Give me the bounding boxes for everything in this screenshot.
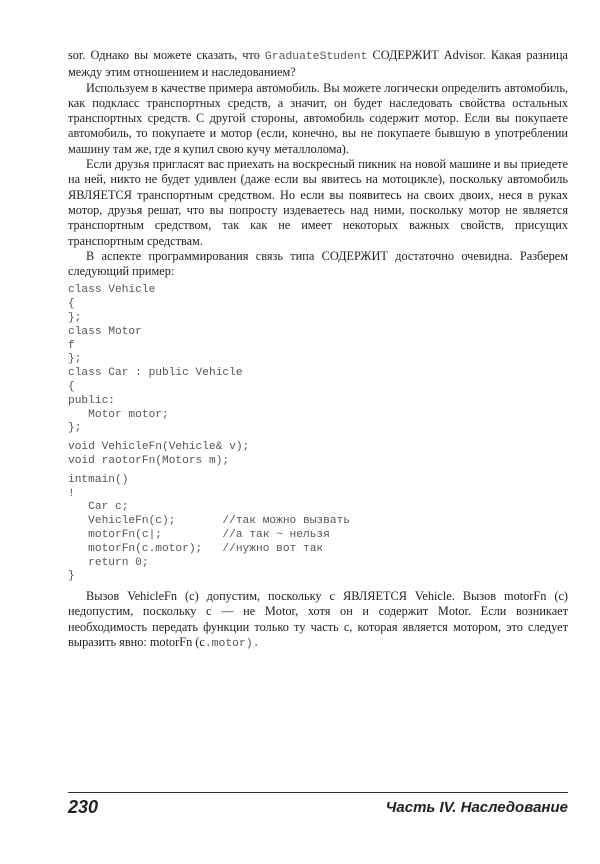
page-body <box>68 48 568 652</box>
inline-code-graduatestudent: GraduateStudent <box>264 51 368 63</box>
paragraph-5-text: Вызов VehicleFn (c) допустим, поскольку с ЯВЛЯЕТСЯ Vehicle. Вызов motorFn (c) недопустим, поскольку c — не Motor, хотя он и содержит Motor. Если возникает необходимость передать функции только ту часть с, которая является мотором, это следует выразить явно: motorFn (c <box>68 589 568 650</box>
footer-divider <box>68 792 568 793</box>
code-block-classes: class Vehicle { }; class Motor f }; class Car : public Vehicle { public: Motor motor; }; <box>68 284 243 435</box>
paragraph-1 <box>68 48 568 81</box>
page-footer <box>68 797 568 818</box>
paragraph-1-text-a: sor. Однако вы можете сказать, что <box>68 48 260 62</box>
paragraph-4: В аспекте программирования связь типа СОДЕРЖИТ достаточно очевидна. Разберем следующий пример: <box>68 248 568 279</box>
paragraph-1-text-b: СОДЕРЖИТ Advisor. Какая разница между этим отношением и наследованием? <box>68 48 568 80</box>
inline-code-motor: .motor). <box>204 638 260 651</box>
chapter-title: Часть IV. Наследование <box>385 799 568 816</box>
paragraph-3: Если друзья пригласят вас приехать на воскресный пикник на новой машине и вы приедете на ней, никто не будет удивлен (даже если вы явитесь на мотоцикле), поскольку автомобиль ЯВЛЯЕТСЯ транспортным средством. Но если вы появитесь на своих двоих, неся в руках мотор, друзья решат, что вы попросту издеваетесь над ними, поскольку мотор не является транспортным средством, так как не имеет некоторых важных свойств, присущих транспортным средствам. <box>68 157 568 248</box>
code-listing <box>68 284 568 584</box>
paragraph-2: Используем в качестве примера автомобиль. Вы можете логически определить автомобиль, как подкласс транспортных средств, а значит, он будет наследовать свойства остальных транспортных средств. С другой стороны, автомобиль содержит мотор. Если вы покупаете автомобиль, то покупаете и мотор (если, конечно, вы не покупаете бывшую в употреблении машину там же, где я купил свою кучу металлолома). <box>68 80 568 156</box>
paragraph-5 <box>68 589 568 652</box>
code-block-main: intmain() ! Car c; VehicleFn(c); //так можно вызвать motorFn(c|; //а так ~ нельзя motorFn(c.motor); //нужно вот так return 0; } <box>68 473 350 583</box>
page-number: 230 <box>68 797 99 817</box>
code-block-declarations: void VehicleFn(Vehicle& v); void raotorFn(Motors m); <box>68 441 250 468</box>
